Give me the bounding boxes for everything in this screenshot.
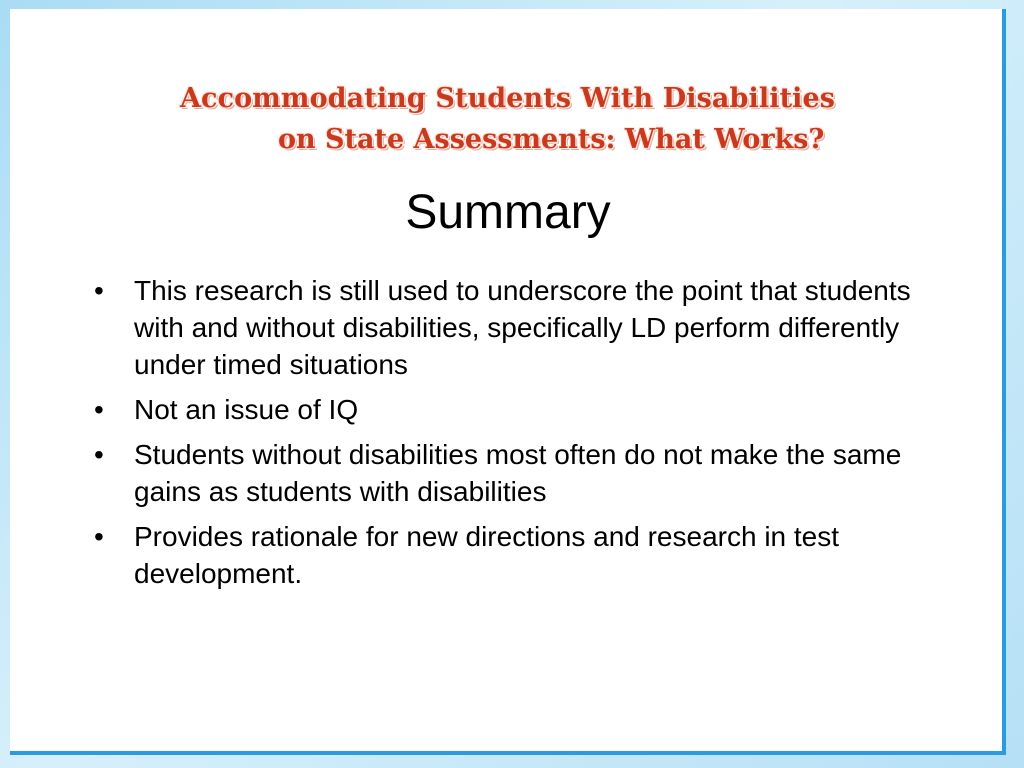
bullet-list (94, 272, 934, 600)
slide-panel (10, 9, 1006, 755)
bullet-text: This research is still used to underscore the point that students with and without disabilities, specifically LD perform differently under timed situations (134, 275, 911, 380)
logo-title-line-2: on State Assessments: What Works? (278, 124, 825, 155)
bullet-item (94, 436, 934, 510)
bullet-marker: • (94, 394, 104, 425)
bullet-item (94, 272, 934, 383)
bullet-text: Not an issue of IQ (134, 394, 359, 425)
bullet-marker: • (94, 521, 104, 552)
logo-title-line-1: Accommodating Students With Disabilities (180, 83, 836, 114)
slide-title: Summary (405, 186, 611, 239)
bullet-marker: • (94, 275, 104, 306)
bullet-text: Students without disabilities most often do not make the same gains as students with disabilities (134, 439, 902, 507)
bullet-text: Provides rationale for new directions and research in test development. (134, 521, 840, 589)
bullet-item (94, 391, 934, 428)
bullet-item (94, 518, 934, 592)
bullet-marker: • (94, 439, 104, 470)
